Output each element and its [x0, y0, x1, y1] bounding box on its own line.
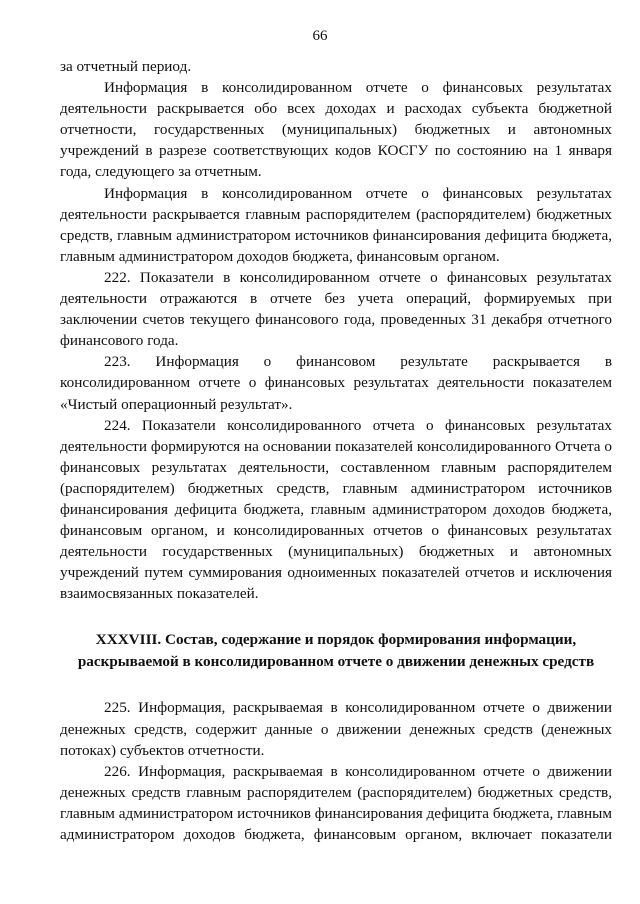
- section-heading: [60, 629, 612, 673]
- page-number: 66: [312, 28, 328, 44]
- paragraph-225: 225. Информация, раскрываемая в консолидированном отчете о движении денежных средств, содержит данные о движении денежных средств (денежных потоках) субъектов отчетности.: [60, 699, 612, 759]
- section-heading-line-2: раскрываемой в консолидированном отчете о движении денежных средств: [77, 653, 595, 671]
- paragraph: Информация в консолидированном отчете о финансовых результатах деятельности раскрывается главным распорядителем (распорядителем) бюджетных средств, главным администратором источников финансирования дефицита бюджета, главным администратором доходов бюджета, финансовым органом.: [60, 184, 612, 265]
- paragraph-continuation: за отчетный период.: [60, 58, 192, 75]
- paragraph-224: 224. Показатели консолидированного отчета о финансовых результатах деятельности формируются на основании показателей консолидированного Отчета о финансовых результатах деятельности, составленном главным распорядителем (распорядителем) бюджетных средств, главным администратором источников финансирования дефицита бюджета, главным администратором доходов бюджета, финансовым органом, и консолидированных отчетов о финансовых результатах деятельности государственных (муниципальных) бюджетных и автономных учреждений путем суммирования одноименных показателей отчетов и исключения взаимосвязанных показателей.: [60, 416, 612, 603]
- paragraph-223: 223. Информация о финансовом результате раскрывается в консолидированном отчете о финансовых результатах деятельности показателем «Чистый операционный результат».: [60, 353, 612, 413]
- paragraph: Информация в консолидированном отчете о финансовых результатах деятельности раскрывается обо всех доходах и расходах субъекта бюджетной отчетности, государственных (муниципальных) бюджетных и автономных учреждений в разрезе соответствующих кодов КОСГУ по состоянию на 1 января года, следующего за отчетным.: [60, 79, 612, 181]
- document-body: [60, 56, 612, 845]
- section-heading-line-1: XXXVIII. Состав, содержание и порядок формирования информации,: [95, 631, 577, 649]
- paragraph-222: 222. Показатели в консолидированном отчете о финансовых результатах деятельности отражаются в отчете без учета операций, формируемых при заключении счетов текущего финансового года, проведенных 31 декабря отчетного финансового года.: [60, 268, 612, 350]
- paragraph-226: 226. Информация, раскрываемая в консолидированном отчете о движении денежных средств главным распорядителем (распорядителем) бюджетных средств, главным администратором источников финансирования дефицита бюджета, главным администратором доходов бюджета, финансовым органом, включает показатели: [60, 762, 612, 843]
